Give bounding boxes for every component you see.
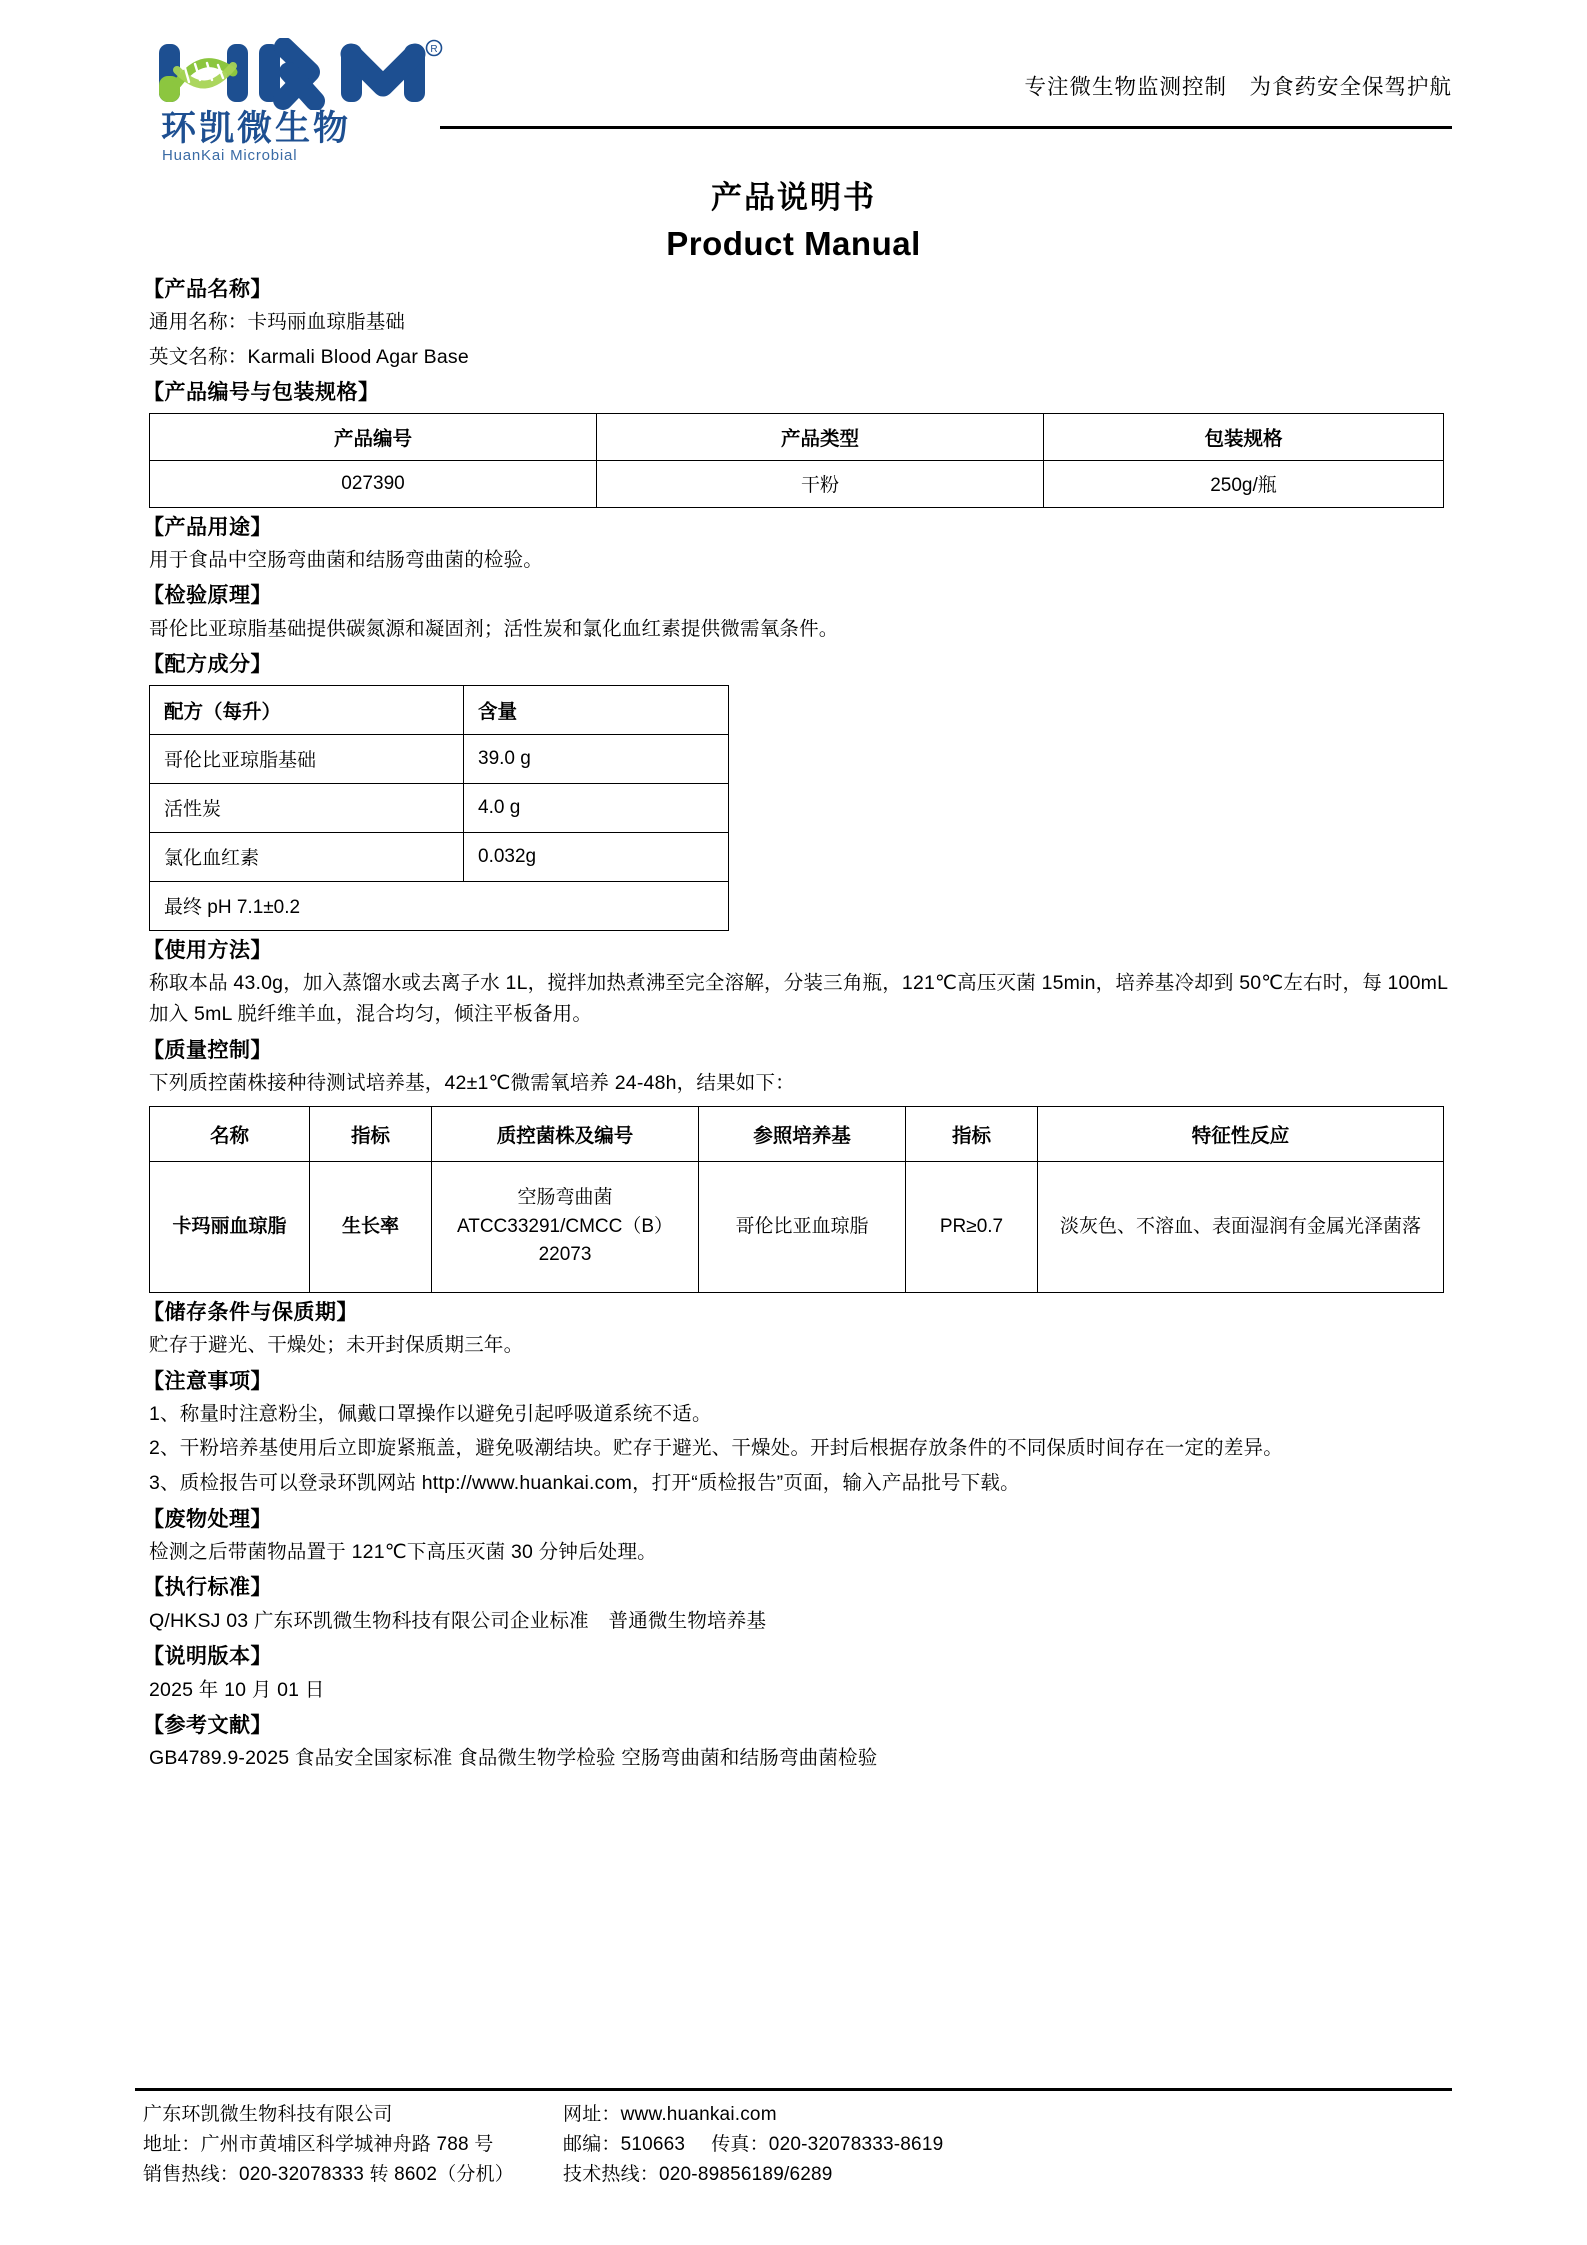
cell-ingredient-amount: 4.0 g <box>464 783 729 832</box>
cell-ingredient-name: 哥伦比亚琼脂基础 <box>150 734 464 783</box>
col-package-spec: 包装规格 <box>1044 413 1444 460</box>
method-text: 称取本品 43.0g，加入蒸馏水或去离子水 1L，搅拌加热煮沸至完全溶解，分装三角瓶，121℃高压灭菌 15min，培养基冷却到 50℃左右时，每 100mL 加入 5mL 脱纤维羊血，混合均匀，倾注平板备用。 <box>149 971 1448 1026</box>
product-english-name-value: Karmali Blood Agar Base <box>247 345 469 368</box>
section-heading-quality-control: 【质量控制】 <box>143 1038 272 1062</box>
header-divider <box>440 126 1452 129</box>
product-common-name-value: 卡玛丽血琼脂基础 <box>247 311 406 334</box>
cell-qc-reaction: 淡灰色、不溶血、表面湿润有金属光泽菌落 <box>1038 1161 1444 1292</box>
cell-final-ph: 最终 pH 7.1±0.2 <box>150 881 729 930</box>
footer-fax: 传真：020-32078333-8619 <box>711 2133 944 2155</box>
company-logo <box>155 38 455 165</box>
product-common-name-label: 通用名称： <box>149 311 248 334</box>
section-heading-code-spec: 【产品编号与包装规格】 <box>143 381 380 405</box>
product-common-name-line <box>149 307 1452 339</box>
usage-text: 用于食品中空肠弯曲菌和结肠弯曲菌的检验。 <box>149 548 544 571</box>
quality-control-intro: 下列质控菌株接种待测试培养基，42±1℃微需氧培养 24-48h，结果如下： <box>149 1072 795 1095</box>
quality-control-table <box>149 1106 1444 1293</box>
col-product-code: 产品编号 <box>150 413 597 460</box>
section-heading-waste: 【废物处理】 <box>143 1507 272 1531</box>
table-row <box>150 832 729 881</box>
col-qc-name: 名称 <box>150 1106 310 1161</box>
col-qc-metric: 指标 <box>310 1106 432 1161</box>
note-item: 3、质检报告可以登录环凯网站 http://www.huankai.com，打开“质检报告”页面，输入产品批号下载。 <box>149 1472 1020 1495</box>
section-heading-version: 【说明版本】 <box>143 1645 272 1669</box>
cell-qc-name: 卡玛丽血琼脂 <box>150 1161 310 1292</box>
reference-text: GB4789.9-2025 食品安全国家标准 食品微生物学检验 空肠弯曲菌和结肠弯曲菌检验 <box>149 1747 878 1770</box>
table-header-row <box>150 1106 1444 1161</box>
col-qc-strain: 质控菌株及编号 <box>432 1106 699 1161</box>
cell-package-spec: 250g/瓶 <box>1044 460 1444 507</box>
col-product-type: 产品类型 <box>597 413 1044 460</box>
logo-chinese-name: 环凯微生物 <box>161 109 352 148</box>
section-heading-storage: 【储存条件与保质期】 <box>143 1300 358 1324</box>
section-heading-usage: 【产品用途】 <box>143 515 272 539</box>
cell-qc-indicator: PR≥0.7 <box>906 1161 1038 1292</box>
section-heading-notes: 【注意事项】 <box>143 1369 272 1393</box>
footer-postcode: 邮编：510663 <box>563 2133 686 2155</box>
table-row <box>150 783 729 832</box>
section-heading-product-name: 【产品名称】 <box>143 278 272 301</box>
note-item: 1、称量时注意粉尘，佩戴口罩操作以避免引起呼吸道系统不适。 <box>149 1402 712 1425</box>
page-footer <box>135 2088 1452 2190</box>
hkm-logo-icon <box>155 38 443 110</box>
cell-qc-metric: 生长率 <box>310 1161 432 1292</box>
footer-tech-hotline: 技术热线：020-89856189/6289 <box>563 2163 833 2185</box>
col-qc-reaction: 特征性反应 <box>1038 1106 1444 1161</box>
col-qc-indicator: 指标 <box>906 1106 1038 1161</box>
page-title-cn: 产品说明书 <box>711 180 876 215</box>
footer-website: 网址：www.huankai.com <box>563 2103 777 2125</box>
document-body <box>135 277 1452 1775</box>
section-heading-principle: 【检验原理】 <box>143 584 272 608</box>
product-english-name-line <box>149 342 1452 374</box>
table-header-row <box>150 413 1444 460</box>
footer-right-column <box>563 2100 1452 2190</box>
footer-company: 广东环凯微生物科技有限公司 <box>143 2103 393 2125</box>
col-formula-name: 配方（每升） <box>150 685 464 734</box>
cell-product-type: 干粉 <box>597 460 1044 507</box>
cell-qc-reference-medium: 哥伦比亚血琼脂 <box>699 1161 906 1292</box>
product-english-name-label: 英文名称： <box>149 345 248 368</box>
col-formula-amount: 含量 <box>464 685 729 734</box>
page-title-en: Product Manual <box>666 225 921 262</box>
table-row <box>150 460 1444 507</box>
footer-postcode-fax <box>563 2130 1452 2160</box>
footer-columns <box>135 2100 1452 2190</box>
cell-product-code: 027390 <box>150 460 597 507</box>
logo-english-name: HuanKai Microbial <box>162 147 298 164</box>
cell-ingredient-name: 氯化血红素 <box>150 832 464 881</box>
storage-text: 贮存于避光、干燥处；未开封保质期三年。 <box>149 1334 524 1357</box>
page-header <box>135 28 1452 164</box>
cell-qc-strain: 空肠弯曲菌 ATCC33291/CMCC（B）22073 <box>432 1161 699 1292</box>
section-heading-reference: 【参考文献】 <box>143 1714 272 1738</box>
section-heading-formula: 【配方成分】 <box>143 653 272 677</box>
svg-text:R: R <box>430 44 438 55</box>
waste-text: 检测之后带菌物品置于 121℃下高压灭菌 30 分钟后处理。 <box>149 1540 657 1563</box>
note-item: 2、干粉培养基使用后立即旋紧瓶盖，避免吸潮结块。贮存于避光、干燥处。开封后根据存放条件的不同保质时间存在一定的差异。 <box>149 1437 1283 1460</box>
table-row <box>150 734 729 783</box>
section-heading-standard: 【执行标准】 <box>143 1576 272 1600</box>
table-header-row <box>150 685 729 734</box>
header-tagline: 专注微生物监测控制 为食药安全保驾护航 <box>1024 75 1452 99</box>
table-row-ph <box>150 881 729 930</box>
cell-ingredient-amount: 39.0 g <box>464 734 729 783</box>
section-heading-method: 【使用方法】 <box>143 938 272 962</box>
footer-left-column <box>143 2100 563 2190</box>
cell-ingredient-amount: 0.032g <box>464 832 729 881</box>
principle-text: 哥伦比亚琼脂基础提供碳氮源和凝固剂；活性炭和氯化血红素提供微需氧条件。 <box>149 617 839 640</box>
table-row <box>150 1161 1444 1292</box>
footer-address: 地址：广州市黄埔区科学城神舟路 788 号 <box>143 2133 494 2155</box>
cell-ingredient-name: 活性炭 <box>150 783 464 832</box>
version-text: 2025 年 10 月 01 日 <box>149 1678 325 1701</box>
footer-sales-hotline: 销售热线：020-32078333 转 8602（分机） <box>143 2163 514 2185</box>
formula-table <box>149 685 729 931</box>
product-code-table <box>149 413 1444 508</box>
col-qc-reference-medium: 参照培养基 <box>699 1106 906 1161</box>
standard-text: Q/HKSJ 03 广东环凯微生物科技有限公司企业标准 普通微生物培养基 <box>149 1609 767 1632</box>
footer-divider <box>135 2088 1452 2091</box>
